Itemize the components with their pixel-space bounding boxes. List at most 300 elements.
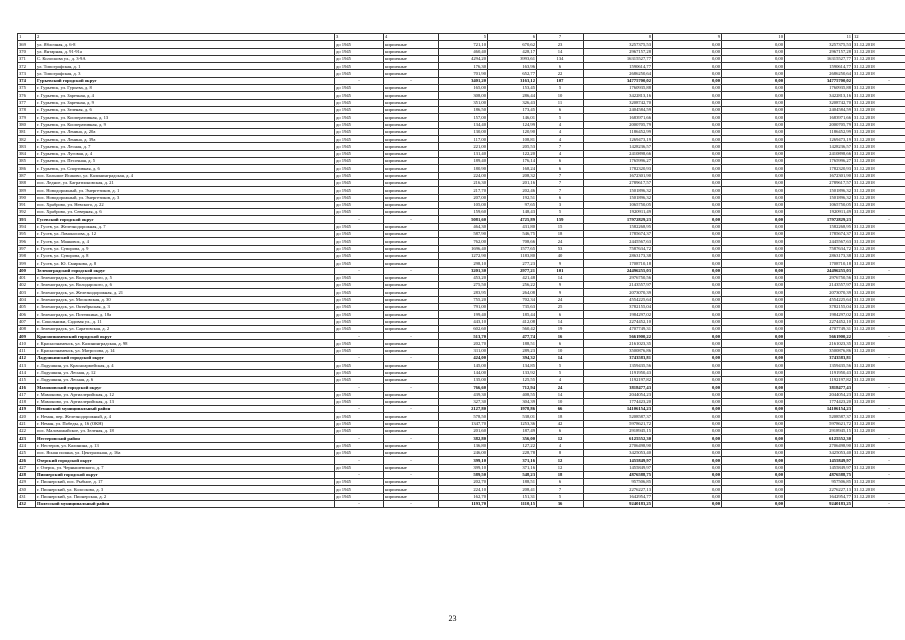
federal-funds-cell: 0,00 [653, 63, 722, 70]
address-cell: пос. Ледное, ул. Багратионовская, д. 21 [36, 179, 335, 186]
row-number-cell: 381 [18, 128, 36, 135]
total-area-cell: 186,50 [439, 106, 488, 113]
local-funds-cell: 1191950,43 [785, 369, 853, 376]
row-number-cell: 398 [18, 252, 36, 259]
table-row [18, 398, 905, 405]
page-number: 23 [448, 614, 457, 623]
residents-count-cell: 6 [537, 428, 584, 435]
total-area-cell: 159,60 [439, 209, 488, 216]
table-row [18, 150, 905, 157]
local-funds-cell: 1765996,27 [785, 158, 853, 165]
wall-material-cell: - [384, 267, 439, 274]
relocation-cost-cell: 2073070,39 [584, 289, 653, 296]
living-area-cell: 228,78 [488, 449, 537, 456]
living-area-cell: 127,22 [488, 442, 537, 449]
federal-funds-cell: 0,00 [653, 479, 722, 486]
address-cell: пос. Храброво, ул. Невского, д. 22 [36, 201, 335, 208]
local-funds-cell: 1269473,19 [785, 136, 853, 143]
wall-material-cell: кирпичные [384, 428, 439, 435]
row-number-cell: 393 [18, 216, 36, 223]
deadline-cell: 31.12.2018 [853, 340, 905, 347]
row-number-cell: 380 [18, 121, 36, 128]
construction-year-cell: до 1945 [335, 311, 384, 318]
local-funds-cell: 1065750,05 [785, 201, 853, 208]
residents-count-cell: 5 [537, 209, 584, 216]
row-number-cell: 372 [18, 63, 36, 70]
federal-funds-cell: 0,00 [653, 303, 722, 310]
federal-funds-cell: 0,00 [653, 362, 722, 369]
residents-count-cell: 18 [537, 471, 584, 478]
deadline-cell: 31.12.2018 [853, 143, 905, 150]
regional-funds-cell: 0,00 [722, 77, 785, 84]
deadline-cell: - [853, 457, 905, 464]
address-cell: Нестеровский район [36, 435, 335, 442]
address-cell: г. Зеленоградск, ул. Железнодорожная, д. 21 [36, 289, 335, 296]
construction-year-cell: до 1945 [335, 289, 384, 296]
residents-count-cell: 4 [537, 376, 584, 383]
local-funds-cell: 2143557,97 [785, 282, 853, 289]
relocation-cost-cell: 2863173,38 [584, 252, 653, 259]
address-cell: г. Краснознаменск, ул. Калининградская, д. 98 [36, 340, 335, 347]
row-number-cell: 425 [18, 449, 36, 456]
living-area-cell: 546,75 [488, 231, 537, 238]
federal-funds-cell: 0,00 [653, 282, 722, 289]
relocation-cost-cell: 1984297,02 [584, 311, 653, 318]
living-area-cell: 1577,65 [488, 245, 537, 252]
residents-count-cell: 134 [537, 55, 584, 62]
relocation-cost-cell: 1590614,77 [584, 63, 653, 70]
total-area-cell: 117,00 [439, 136, 488, 143]
regional-funds-cell: 0,00 [722, 267, 785, 274]
local-funds-cell: 3500876,86 [785, 347, 853, 354]
local-funds-cell: 16315527,77 [785, 55, 853, 62]
regional-funds-cell: 0,00 [722, 376, 785, 383]
local-funds-cell: 1186452,99 [785, 128, 853, 135]
living-area-cell: 124,99 [488, 121, 537, 128]
row-number-cell: 389 [18, 187, 36, 194]
relocation-cost-cell: 2044054,23 [584, 391, 653, 398]
total-area-cell: 701,90 [439, 70, 488, 77]
relocation-cost-cell: 1774423,20 [584, 398, 653, 405]
address-cell: г. Озерск, ул. Чернышевского, д. 7 [36, 464, 335, 471]
regional-funds-cell: 0,00 [722, 194, 785, 201]
deadline-cell: - [853, 333, 905, 340]
table-row [18, 238, 905, 245]
row-number-cell: 388 [18, 179, 36, 186]
local-funds-cell: 2404584,59 [785, 106, 853, 113]
residents-count-cell: 10 [537, 92, 584, 99]
construction-year-cell: - [335, 333, 384, 340]
total-area-cell: 453,20 [439, 274, 488, 281]
living-area-cell: 120,90 [488, 128, 537, 135]
federal-funds-cell: 0,00 [653, 449, 722, 456]
row-number-cell: 405 [18, 303, 36, 310]
deadline-cell: - [853, 77, 905, 84]
relocation-cost-cell: 2686250,64 [584, 70, 653, 77]
wall-material-cell: - [384, 406, 439, 413]
local-funds-cell: 2706498,90 [785, 442, 853, 449]
federal-funds-cell: 0,00 [653, 172, 722, 179]
living-area-cell: 277,23 [488, 260, 537, 267]
residents-count-cell: 19 [537, 325, 584, 332]
construction-year-cell: до 1945 [335, 92, 384, 99]
row-number-cell: 403 [18, 289, 36, 296]
local-funds-cell: 2967157,28 [785, 48, 853, 55]
table-row [18, 41, 905, 48]
total-area-cell: 201,60 [439, 428, 488, 435]
relocation-cost-cell: 3500876,86 [584, 347, 653, 354]
housing-register-table [17, 33, 905, 508]
residents-count-cell: 14 [537, 355, 584, 362]
federal-funds-cell: 0,00 [653, 121, 722, 128]
table-row [18, 260, 905, 267]
row-number-cell: 383 [18, 143, 36, 150]
address-cell: г. Зеленоградск, ул. Володарского, д. 6 [36, 282, 335, 289]
regional-funds-cell: 0,00 [722, 121, 785, 128]
row-number-cell: 370 [18, 48, 36, 55]
construction-year-cell: до 1945 [335, 238, 384, 245]
deadline-cell: 31.12.2018 [853, 428, 905, 435]
residents-count-cell: 6 [537, 158, 584, 165]
residents-count-cell: 7 [537, 143, 584, 150]
federal-funds-cell: 0,00 [653, 420, 722, 427]
living-area-cell: 3163,12 [488, 77, 537, 84]
wall-material-cell: кирпичные [384, 398, 439, 405]
local-funds-cell: 2918945,15 [785, 428, 853, 435]
deadline-cell: 31.12.2018 [853, 238, 905, 245]
residents-count-cell: 14 [537, 48, 584, 55]
wall-material-cell: кирпичные [384, 340, 439, 347]
construction-year-cell: до 1945 [335, 70, 384, 77]
district-subtotal-row [18, 435, 905, 442]
total-area-cell: 157,00 [439, 114, 488, 121]
deadline-cell: 31.12.2018 [853, 172, 905, 179]
construction-year-cell: - [335, 355, 384, 362]
local-funds-cell: 2686250,64 [785, 70, 853, 77]
wall-material-cell: - [384, 384, 439, 391]
row-number-cell: 376 [18, 92, 36, 99]
relocation-cost-cell: 5661900,22 [584, 333, 653, 340]
total-area-cell: 762,00 [439, 238, 488, 245]
total-area-cell: 221,00 [439, 143, 488, 150]
address-cell: г. Гурьевск, ул. Гурьева, д. 8 [36, 85, 335, 92]
construction-year-cell: до 1945 [335, 442, 384, 449]
relocation-cost-cell: 1359435,56 [584, 362, 653, 369]
address-cell: г. Зеленоградск, ул. Саратовская, д. 2 [36, 325, 335, 332]
construction-year-cell: до 1945 [335, 376, 384, 383]
wall-material-cell: - [384, 333, 439, 340]
relocation-cost-cell: 4707749,31 [584, 325, 653, 332]
row-number-cell: 408 [18, 325, 36, 332]
relocation-cost-cell: 1785674,37 [584, 231, 653, 238]
table-row [18, 391, 905, 398]
address-cell: Гусевский городской округ [36, 216, 335, 223]
deadline-cell: 31.12.2018 [853, 376, 905, 383]
row-number-cell: 382 [18, 136, 36, 143]
address-cell: Пионерский городской округ [36, 471, 335, 478]
residents-count-cell: 4 [537, 442, 584, 449]
wall-material-cell: кирпичные [384, 165, 439, 172]
wall-material-cell: кирпичные [384, 493, 439, 500]
row-number-cell: 400 [18, 267, 36, 274]
column-number-header-row [18, 34, 905, 41]
local-funds-cell: 2276227,13 [785, 486, 853, 493]
residents-count-cell: 12 [537, 464, 584, 471]
construction-year-cell: до 1945 [335, 318, 384, 325]
column-header: 3 [335, 34, 384, 41]
total-area-cell: 382,80 [439, 435, 488, 442]
document-page [17, 33, 889, 508]
relocation-cost-cell: 1501896,32 [584, 187, 653, 194]
wall-material-cell: кирпичные [384, 413, 439, 420]
construction-year-cell: - [335, 406, 384, 413]
wall-material-cell: - [384, 77, 439, 84]
table-row [18, 311, 905, 318]
wall-material-cell: кирпичные [384, 289, 439, 296]
local-funds-cell: 2410898,66 [785, 150, 853, 157]
address-cell: г. Гусев, ул. Ломоносова, д. 12 [36, 231, 335, 238]
regional-funds-cell: 0,00 [722, 428, 785, 435]
wall-material-cell: кирпичные [384, 479, 439, 486]
regional-funds-cell: 0,00 [722, 92, 785, 99]
district-subtotal-row [18, 406, 905, 413]
address-cell: г. Ладушкин, ул. Красноармейская, д. 4 [36, 362, 335, 369]
wall-material-cell: кирпичные [384, 92, 439, 99]
table-row [18, 114, 905, 121]
construction-year-cell: до 1945 [335, 136, 384, 143]
federal-funds-cell: 0,00 [653, 136, 722, 143]
federal-funds-cell: 0,00 [653, 209, 722, 216]
construction-year-cell: до 1945 [335, 282, 384, 289]
relocation-cost-cell: 6125552,30 [584, 435, 653, 442]
federal-funds-cell: 0,00 [653, 464, 722, 471]
wall-material-cell: кирпичные [384, 238, 439, 245]
deadline-cell: - [853, 435, 905, 442]
federal-funds-cell: 0,00 [653, 41, 722, 48]
total-area-cell: 766,60 [439, 384, 488, 391]
wall-material-cell: кирпичные [384, 106, 439, 113]
total-area-cell: 4294,20 [439, 55, 488, 62]
federal-funds-cell: 0,00 [653, 333, 722, 340]
federal-funds-cell: 0,00 [653, 143, 722, 150]
construction-year-cell: до 1945 [335, 245, 384, 252]
row-number-cell: 392 [18, 209, 36, 216]
table-row [18, 63, 905, 70]
column-header: 9 [653, 34, 722, 41]
residents-count-cell: 6 [537, 63, 584, 70]
address-cell: г. Гусев, ул. Суворова, д. 8 [36, 252, 335, 259]
living-area-cell: 708,66 [488, 238, 537, 245]
table-row [18, 223, 905, 230]
residents-count-cell: 6 [537, 106, 584, 113]
deadline-cell: 31.12.2018 [853, 252, 905, 259]
relocation-cost-cell: 2276227,13 [584, 486, 653, 493]
construction-year-cell: до 1945 [335, 99, 384, 106]
living-area-cell: 1253,36 [488, 420, 537, 427]
table-row [18, 201, 905, 208]
wall-material-cell: - [384, 471, 439, 478]
living-area-cell: 201,16 [488, 179, 537, 186]
total-area-cell: 443,10 [439, 318, 488, 325]
address-cell: ул. Типографская, д. 1 [36, 63, 335, 70]
total-area-cell: 144,00 [439, 369, 488, 376]
construction-year-cell: до 1945 [335, 479, 384, 486]
construction-year-cell: до 1945 [335, 464, 384, 471]
relocation-cost-cell: 2143557,97 [584, 282, 653, 289]
wall-material-cell: кирпичные [384, 128, 439, 135]
row-number-cell: 421 [18, 420, 36, 427]
construction-year-cell: до 1945 [335, 209, 384, 216]
table-row [18, 274, 905, 281]
relocation-cost-cell: 2706498,90 [584, 442, 653, 449]
table-row [18, 413, 905, 420]
construction-year-cell: до 1945 [335, 274, 384, 281]
relocation-cost-cell: 1192197,82 [584, 376, 653, 383]
table-row [18, 296, 905, 303]
row-number-cell: 409 [18, 333, 36, 340]
construction-year-cell: - [335, 501, 384, 508]
table-row [18, 420, 905, 427]
deadline-cell: - [853, 406, 905, 413]
row-number-cell: 378 [18, 106, 36, 113]
wall-material-cell: кирпичные [384, 376, 439, 383]
row-number-cell: 412 [18, 355, 36, 362]
construction-year-cell: до 1945 [335, 428, 384, 435]
wall-material-cell: кирпичные [384, 347, 439, 354]
construction-year-cell: до 1945 [335, 413, 384, 420]
address-cell: пос. Ясная поляна, ул. Центральная, д. 16а [36, 449, 335, 456]
living-area-cell: 735,63 [488, 303, 537, 310]
address-cell: Мамоновский городской округ [36, 384, 335, 391]
federal-funds-cell: 0,00 [653, 369, 722, 376]
regional-funds-cell: 0,00 [722, 70, 785, 77]
construction-year-cell: до 1945 [335, 128, 384, 135]
address-cell: г. Гурьевск, ул. Зеленая, д. 6 [36, 106, 335, 113]
wall-material-cell: кирпичные [384, 274, 439, 281]
district-subtotal-row [18, 457, 905, 464]
column-header: 5 [439, 34, 488, 41]
total-area-cell: 207,00 [439, 194, 488, 201]
relocation-cost-cell: 2274452,10 [584, 318, 653, 325]
column-header: 4 [384, 34, 439, 41]
residents-count-cell: 7 [537, 179, 584, 186]
total-area-cell: 189,40 [439, 158, 488, 165]
total-area-cell: 3401,20 [439, 77, 488, 84]
living-area-cell: 702,34 [488, 296, 537, 303]
table-row [18, 128, 905, 135]
address-cell: г. Гурьевск, ул. Заречная, д. 4 [36, 92, 335, 99]
address-cell: г. Гурьевск, ул. Спортивная, д. 6 [36, 165, 335, 172]
residents-count-cell: 24 [537, 296, 584, 303]
address-cell: п. Сокольники, Садовая ул., д. 11 [36, 318, 335, 325]
wall-material-cell: кирпичные [384, 99, 439, 106]
wall-material-cell: кирпичные [384, 150, 439, 157]
regional-funds-cell: 0,00 [722, 398, 785, 405]
living-area-cell: 326,43 [488, 99, 537, 106]
federal-funds-cell: 0,00 [653, 435, 722, 442]
regional-funds-cell: 0,00 [722, 369, 785, 376]
relocation-cost-cell: 1642954,77 [584, 493, 653, 500]
address-cell: г. Неман, пер. Железнодорожный, д. 4 [36, 413, 335, 420]
wall-material-cell: - [384, 501, 439, 508]
row-number-cell: 401 [18, 274, 36, 281]
relocation-cost-cell: 7587634,72 [584, 245, 653, 252]
deadline-cell: 31.12.2018 [853, 114, 905, 121]
federal-funds-cell: 0,00 [653, 406, 722, 413]
residents-count-cell: 10 [537, 398, 584, 405]
local-funds-cell: 2976750,56 [785, 274, 853, 281]
living-area-cell: 264,08 [488, 289, 537, 296]
local-funds-cell: 3782155,04 [785, 303, 853, 310]
address-cell: г. Гусев, ул. Маяковск, д. 4 [36, 238, 335, 245]
living-area-cell: 153,45 [488, 85, 537, 92]
table-row [18, 479, 905, 486]
wall-material-cell: кирпичные [384, 252, 439, 259]
row-number-cell: 399 [18, 260, 36, 267]
deadline-cell: 31.12.2018 [853, 121, 905, 128]
deadline-cell: 31.12.2018 [853, 150, 905, 157]
district-subtotal-row [18, 501, 905, 508]
residents-count-cell: 6 [537, 311, 584, 318]
regional-funds-cell: 0,00 [722, 150, 785, 157]
federal-funds-cell: 0,00 [653, 216, 722, 223]
construction-year-cell: до 1945 [335, 150, 384, 157]
row-number-cell: 385 [18, 158, 36, 165]
regional-funds-cell: 0,00 [722, 471, 785, 478]
deadline-cell: 31.12.2018 [853, 369, 905, 376]
total-area-cell: 5081,60 [439, 216, 488, 223]
table-row [18, 362, 905, 369]
living-area-cell: 173,45 [488, 106, 537, 113]
table-row [18, 136, 905, 143]
construction-year-cell: до 1945 [335, 398, 384, 405]
local-funds-cell: 1192197,82 [785, 376, 853, 383]
construction-year-cell: до 1945 [335, 420, 384, 427]
total-area-cell: 202,70 [439, 340, 488, 347]
residents-count-cell: 24 [537, 238, 584, 245]
residents-count-cell: 11 [537, 99, 584, 106]
residents-count-cell: 66 [537, 406, 584, 413]
residents-count-cell: 6 [537, 340, 584, 347]
row-number-cell: 407 [18, 318, 36, 325]
deadline-cell: 31.12.2018 [853, 260, 905, 267]
local-funds-cell: 2274452,10 [785, 318, 853, 325]
living-area-cell: 1183,80 [488, 252, 537, 259]
construction-year-cell: до 1945 [335, 325, 384, 332]
table-row [18, 318, 905, 325]
total-area-cell: 275,50 [439, 282, 488, 289]
regional-funds-cell: 0,00 [722, 501, 785, 508]
relocation-cost-cell: 4554225,64 [584, 296, 653, 303]
row-number-cell: 406 [18, 311, 36, 318]
address-cell: г. Ладушкин, ул. Лесная, д. 12 [36, 369, 335, 376]
deadline-cell: - [853, 216, 905, 223]
total-area-cell: 199,40 [439, 311, 488, 318]
total-area-cell: 298,10 [439, 260, 488, 267]
total-area-cell: 131,40 [439, 150, 488, 157]
residents-count-cell: 22 [537, 70, 584, 77]
regional-funds-cell: 0,00 [722, 303, 785, 310]
living-area-cell: 371,16 [488, 464, 537, 471]
relocation-cost-cell: 957506,85 [584, 479, 653, 486]
living-area-cell: 134,85 [488, 362, 537, 369]
table-row [18, 48, 905, 55]
table-row [18, 231, 905, 238]
residents-count-cell: 5 [537, 114, 584, 121]
row-number-cell: 414 [18, 369, 36, 376]
wall-material-cell: кирпичные [384, 296, 439, 303]
deadline-cell: 31.12.2018 [853, 187, 905, 194]
